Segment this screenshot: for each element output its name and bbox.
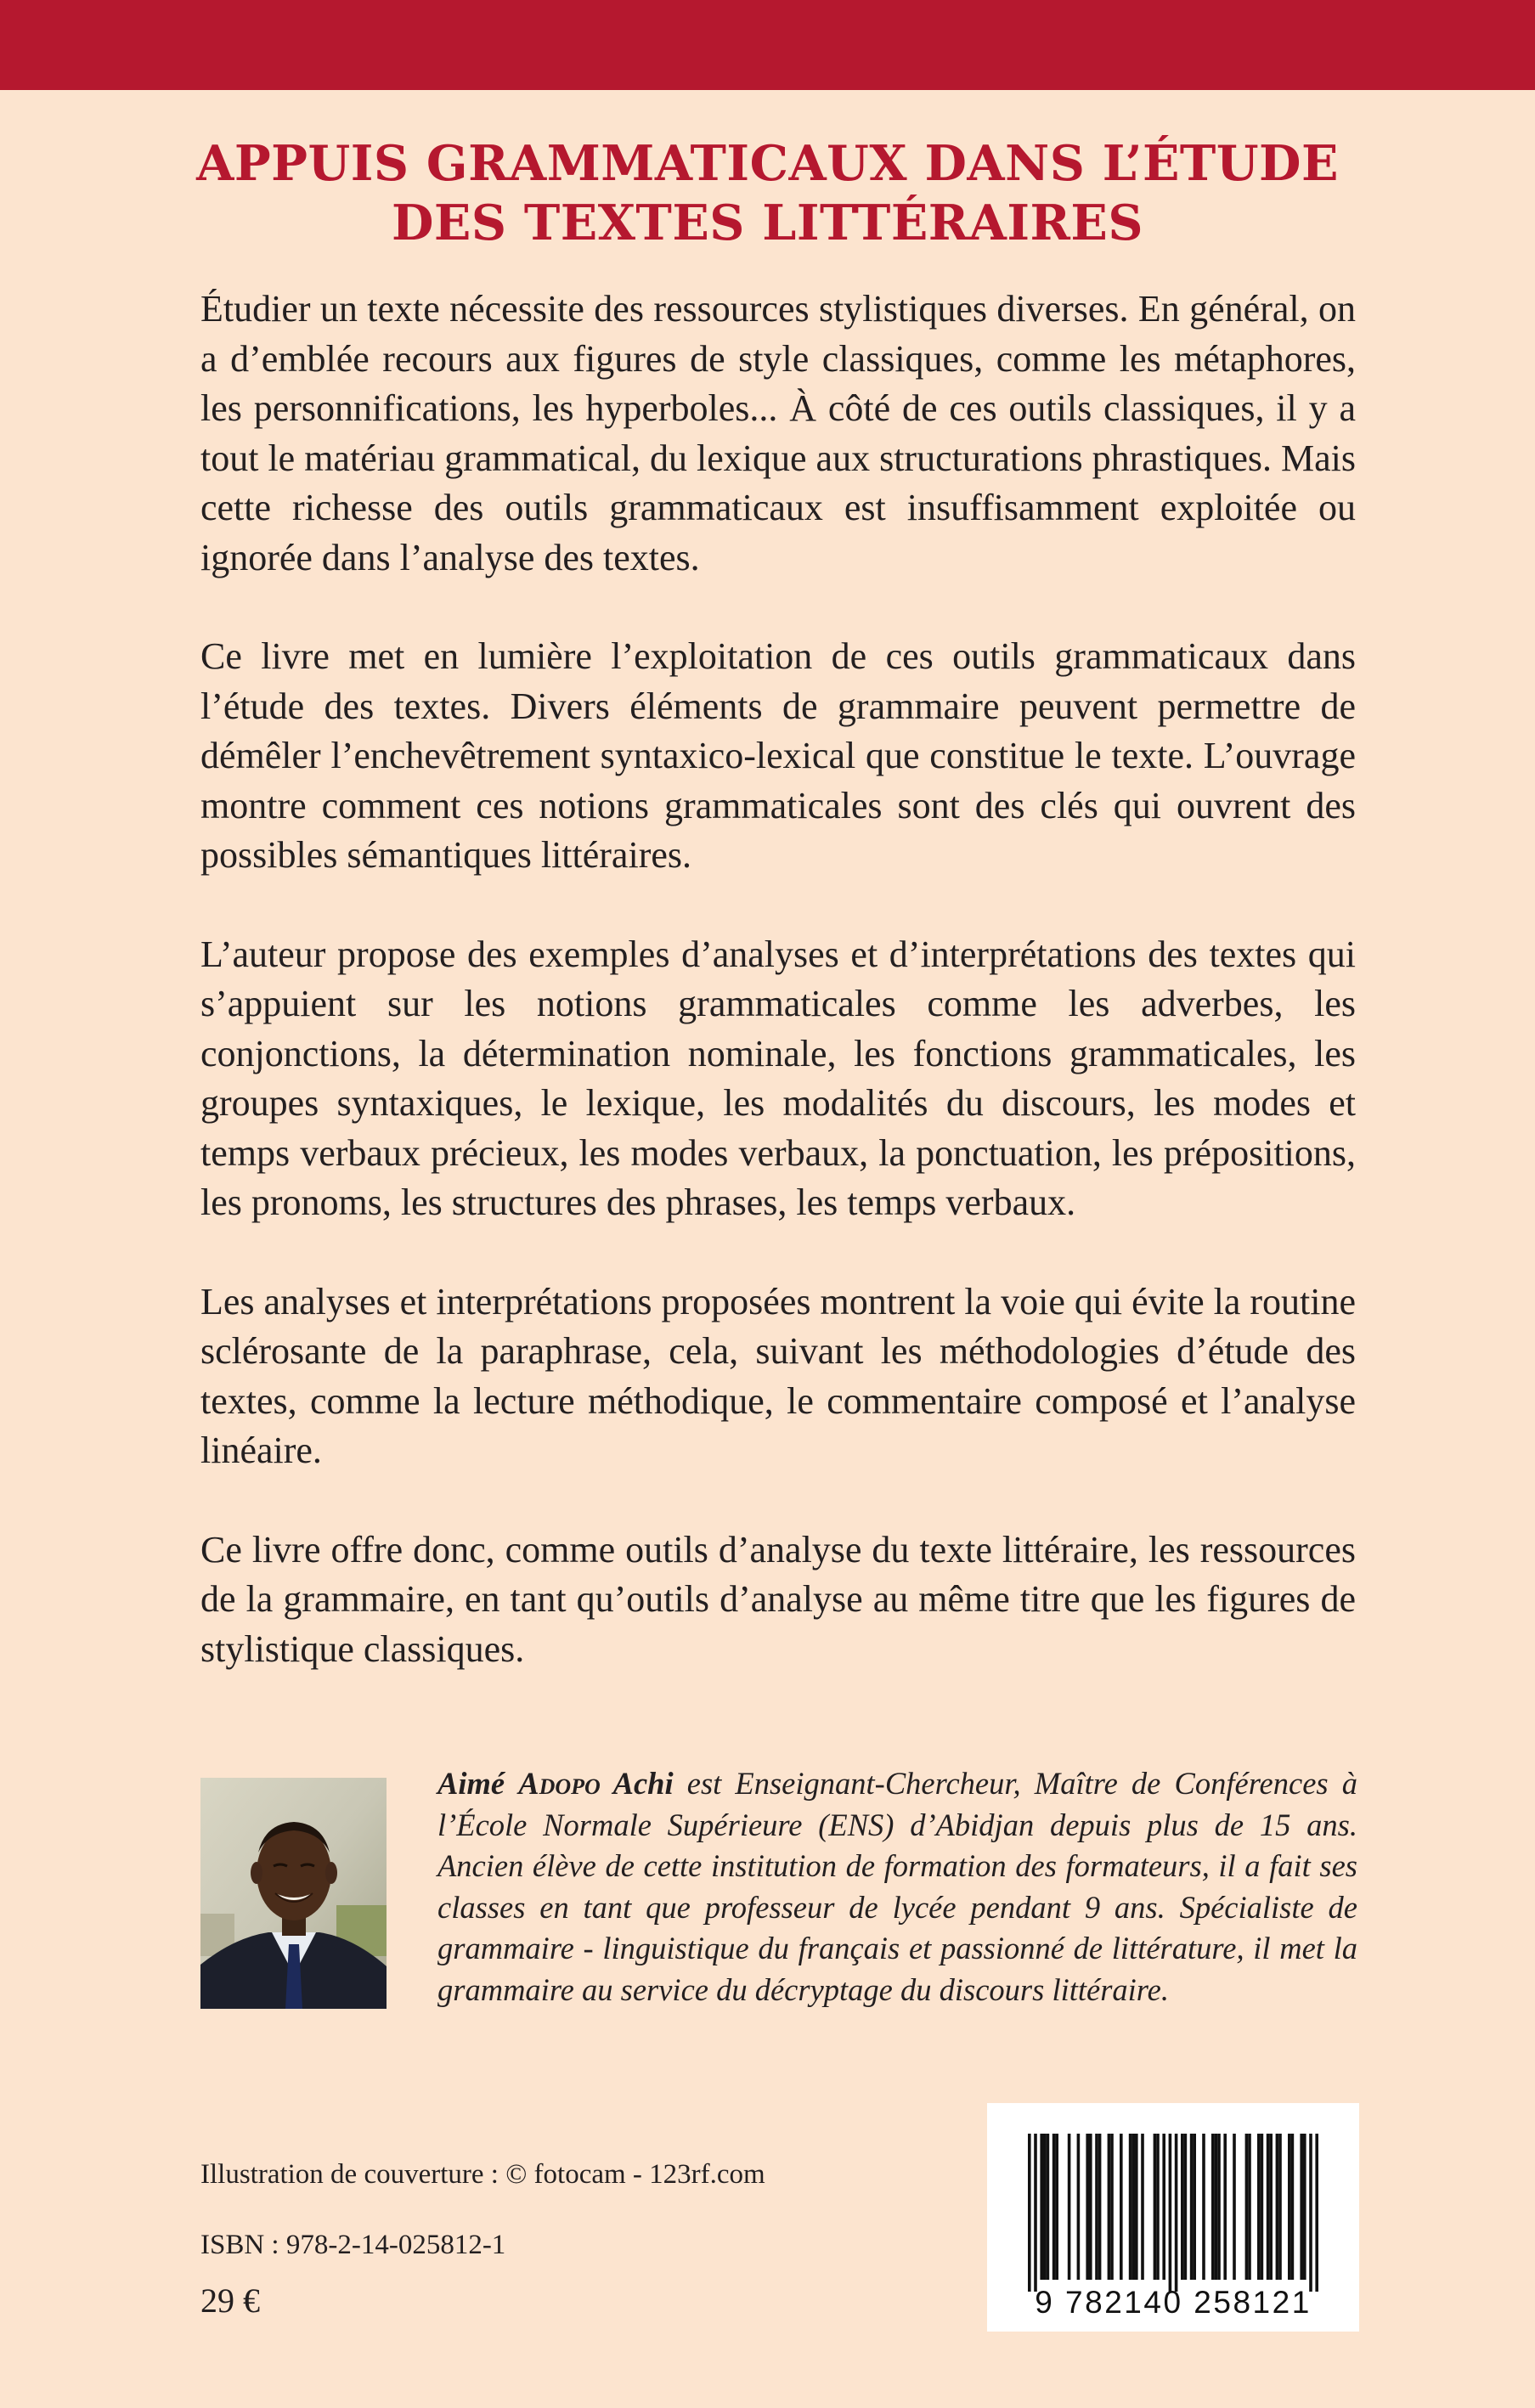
- barcode-bar: [1278, 2134, 1282, 2280]
- blurb-paragraph-4: Les analyses et interprétations proposées montrent la voie qui évite la routine sclérosante de la paraphrase, cela, suivant les méthodologies d’étude des textes, comme la lecture méthodique, le commentaire composé et l’analyse linéaire.: [200, 1280, 1356, 1471]
- barcode-bar: [1156, 2134, 1160, 2280]
- barcode-bar: [1110, 2134, 1114, 2280]
- author-name: [437, 1766, 674, 1801]
- barcode-bar: [1095, 2134, 1098, 2280]
- blurb-paragraph-1: Étudier un texte nécessite des ressources stylistiques diverses. En général, on a d’emblée recours aux figures de style classiques, comme les métaphores, les personnifications, les hyperboles... À côté de ces outils classiques, il y a tout le matériau grammatical, du lexique aux structurations phrastiques. Mais cette richesse des outils grammaticaux est insuffisamment exploitée ou ignorée dans l’analyse des textes.: [200, 288, 1356, 578]
- barcode-bar: [1288, 2134, 1291, 2280]
- barcode-bar: [1315, 2134, 1318, 2292]
- barcode-bar: [1215, 2134, 1218, 2280]
- author-bio-text: est Enseignant-Chercheur, Maître de Conférences à l’École Normale Supérieure (ENS) d’Abidjan depuis plus de 15 ans. Ancien élève de cette institution de formation des formateurs, il a fait ses classes en tant que professeur de lycée pendant 9 ans. Spécialiste de grammaire - linguistique du français et passionné de littérature, il met la grammaire au service du décryptage du discours littéraire.: [437, 1766, 1358, 2007]
- barcode-bar: [1181, 2134, 1184, 2280]
- barcode-bar: [1261, 2134, 1264, 2280]
- barcode-bar: [1202, 2134, 1205, 2280]
- book-title: [0, 134, 1535, 253]
- barcode-bar: [1245, 2134, 1249, 2280]
- barcode: [987, 2103, 1359, 2332]
- barcode-bar: [1034, 2134, 1037, 2292]
- price: 29 €: [200, 2281, 260, 2320]
- barcode-bar: [1169, 2134, 1172, 2292]
- barcode-bar: [1086, 2134, 1089, 2280]
- book-title-line-1: APPUIS GRAMMATICAUX DANS L’ÉTUDE: [196, 135, 1339, 192]
- barcode-bar: [1108, 2134, 1111, 2280]
- author-bio: [437, 1763, 1357, 2010]
- barcode-bar: [1120, 2134, 1123, 2280]
- barcode-bar: [1175, 2134, 1178, 2292]
- barcode-bar: [1269, 2134, 1273, 2280]
- barcode-bar: [1068, 2134, 1071, 2280]
- author-last-name: Achi: [612, 1766, 674, 1801]
- blurb-paragraph-2: Ce livre met en lumière l’exploitation de ces outils grammaticaux dans l’étude des textes. Divers éléments de grammaire peuvent permettre de démêler l’enchevêtrement syntaxico-lexical que constitue le texte. L’ouvrage montre comment ces notions grammaticales sont des clés qui ouvrent des possibles sémantiques littéraires.: [200, 635, 1356, 876]
- barcode-bar: [1291, 2134, 1295, 2280]
- barcode-bar: [1193, 2134, 1196, 2280]
- barcode-bar: [1098, 2134, 1102, 2280]
- blurb: [200, 285, 1356, 1674]
- barcode-bar: [1184, 2134, 1188, 2280]
- barcode-bar: [1077, 2134, 1081, 2280]
- top-color-band: [0, 0, 1535, 90]
- author-photo: [200, 1778, 387, 2009]
- barcode-bar: [1154, 2134, 1157, 2280]
- barcode-bar: [1300, 2134, 1303, 2280]
- barcode-bar: [1248, 2134, 1251, 2280]
- barcode-bar: [1217, 2134, 1221, 2280]
- barcode-bar: [1129, 2134, 1132, 2280]
- barcode-bar: [1040, 2134, 1043, 2280]
- barcode-bar: [1089, 2134, 1092, 2280]
- barcode-bar: [1028, 2134, 1031, 2292]
- barcode-bar: [1055, 2134, 1058, 2280]
- barcode-bar: [1043, 2134, 1047, 2280]
- barcode-bar: [1303, 2134, 1306, 2280]
- barcode-bar: [1131, 2134, 1135, 2280]
- author-surname: Adopo: [518, 1766, 601, 1801]
- isbn: ISBN : 978-2-14-025812-1: [200, 2230, 506, 2260]
- barcode-bar: [1162, 2134, 1165, 2280]
- barcode-bar: [1233, 2134, 1236, 2280]
- illustration-credit: Illustration de couverture : © fotocam - 123rf.com: [200, 2159, 765, 2190]
- blurb-paragraph-3: L’auteur propose des exemples d’analyses et d’interprétations des textes qui s’appuient sur les notions grammaticales comme les adverbes, les conjonctions, la détermination nominale, les fonctions grammaticales, les groupes syntaxiques, le lexique, les modalités du discours, les modes et temps verbaux précieux, les modes verbaux, la ponctuation, les prépositions, les pronoms, les structures des phrases, les temps verbaux.: [200, 933, 1356, 1223]
- barcode-bar: [1141, 2134, 1144, 2280]
- author-first-name: Aimé: [437, 1766, 505, 1801]
- barcode-digits: 9 782140 258121: [1035, 2285, 1312, 2320]
- barcode-bar: [1135, 2134, 1138, 2280]
- barcode-bar: [1211, 2134, 1215, 2280]
- barcode-bar: [1052, 2134, 1056, 2280]
- barcode-bar: [1190, 2134, 1194, 2280]
- barcode-bar: [1257, 2134, 1261, 2280]
- blurb-paragraph-5: Ce livre offre donc, comme outils d’analyse du texte littéraire, les ressources de la grammaire, en tant qu’outils d’analyse au même titre que les figures de stylistique classiques.: [200, 1528, 1356, 1670]
- barcode-bar: [1276, 2134, 1279, 2280]
- barcode-bar: [1267, 2134, 1270, 2280]
- barcode-bar: [1223, 2134, 1227, 2280]
- barcode-bar: [1309, 2134, 1312, 2292]
- book-title-line-2: DES TEXTES LITTÉRAIRES: [391, 195, 1144, 251]
- barcode-bar: [1047, 2134, 1050, 2280]
